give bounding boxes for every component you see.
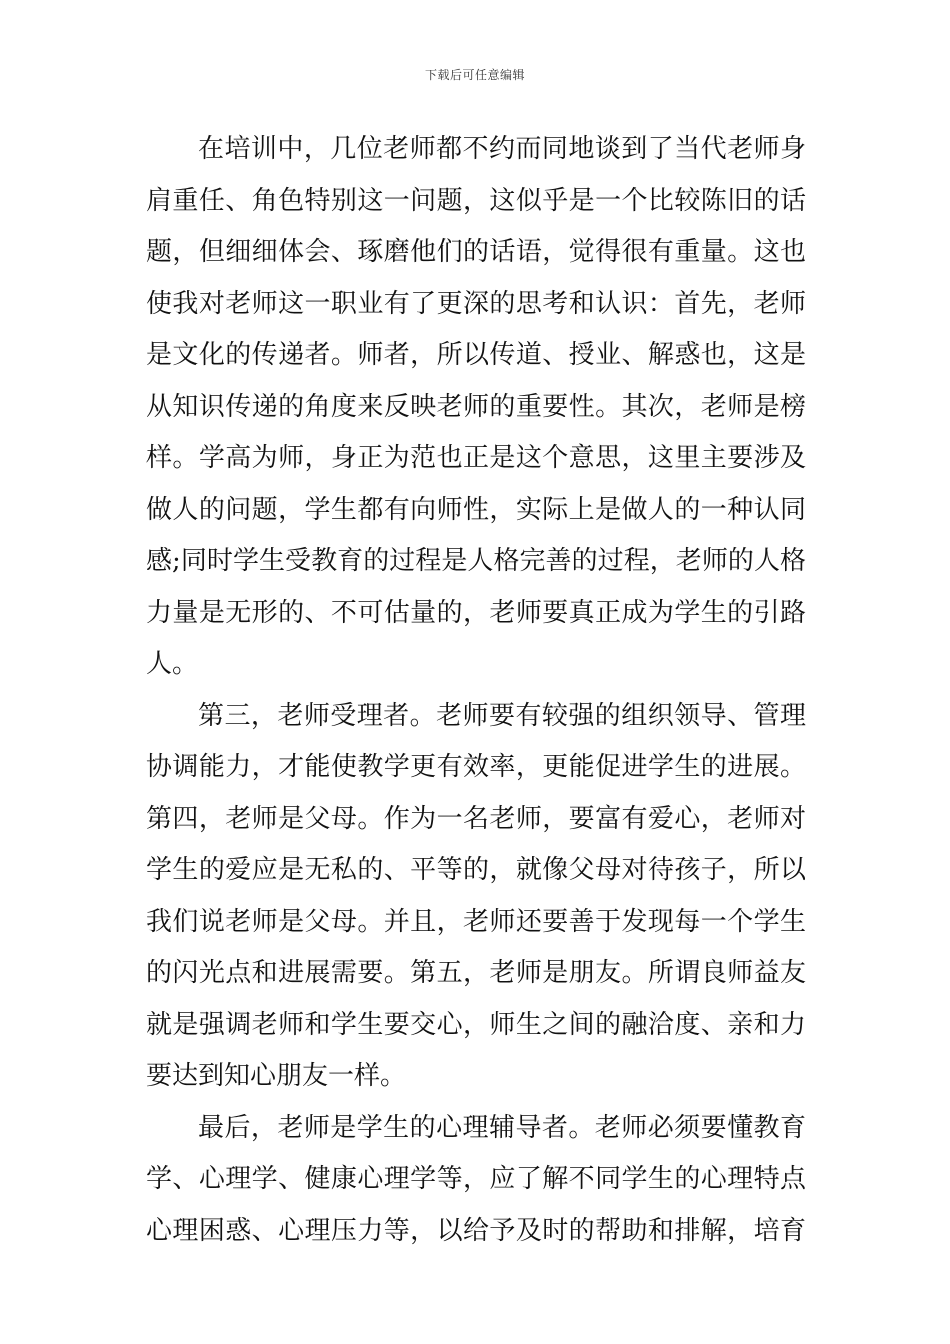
paragraph-3: [146, 1103, 806, 1258]
text-line: 在培训中，几位老师都不约而同地谈到了当代老师身: [198, 134, 806, 164]
text-line: 最后，老师是学生的心理辅导者。老师必须要懂教育: [198, 1112, 806, 1143]
text-line: 做人的问题，学生都有向师性，实际上是做人的一种认同: [146, 494, 806, 525]
text-line: 就是强调老师和学生要交心，师生之间的融洽度、亲和力: [146, 1009, 806, 1040]
text-line: 从知识传递的角度来反映老师的重要性。其次，老师是榜: [146, 391, 806, 422]
body-text: [146, 124, 806, 1257]
paragraph-1: [146, 124, 806, 691]
text-line: 我们说老师是父母。并且，老师还要善于发现每一个学生: [146, 906, 806, 937]
text-line: 力量是无形的、不可估量的，老师要真正成为学生的引路: [146, 597, 806, 628]
text-line: 第四，老师是父母。作为一名老师，要富有爱心，老师对: [146, 803, 806, 834]
paragraph-2: [146, 691, 806, 1103]
text-line: 样。学高为师，身正为范也正是这个意思，这里主要涉及: [146, 443, 806, 473]
text-line: 肩重任、角色特别这一问题，这似乎是一个比较陈旧的话: [146, 185, 806, 216]
text-line: 的闪光点和进展需要。第五，老师是朋友。所谓良师益友: [146, 958, 806, 988]
text-line: 要达到知心朋友一样。: [146, 1061, 407, 1091]
text-line: 学、心理学、健康心理学等，应了解不同学生的心理特点: [146, 1164, 806, 1194]
page-header: 下载后可任意编辑: [424, 68, 525, 82]
text-line: 人。: [146, 649, 199, 679]
text-line: 使我对老师这一职业有了更深的思考和认识：首先，老师: [146, 288, 806, 319]
text-line: 感;同时学生受教育的过程是人格完善的过程，老师的人格: [146, 546, 806, 576]
text-line: 第三，老师受理者。老师要有较强的组织领导、管理: [198, 700, 806, 731]
text-line: 是文化的传递者。师者，所以传道、授业、解惑也，这是: [146, 340, 806, 370]
text-line: 协调能力，才能使教学更有效率，更能促进学生的进展。: [146, 752, 806, 782]
text-line: 题，但细细体会、琢磨他们的话语，觉得很有重量。这也: [146, 237, 806, 267]
text-line: 心理困惑、心理压力等，以给予及时的帮助和排解，培育: [146, 1215, 806, 1246]
text-line: 学生的爱应是无私的、平等的，就像父母对待孩子，所以: [146, 855, 806, 885]
